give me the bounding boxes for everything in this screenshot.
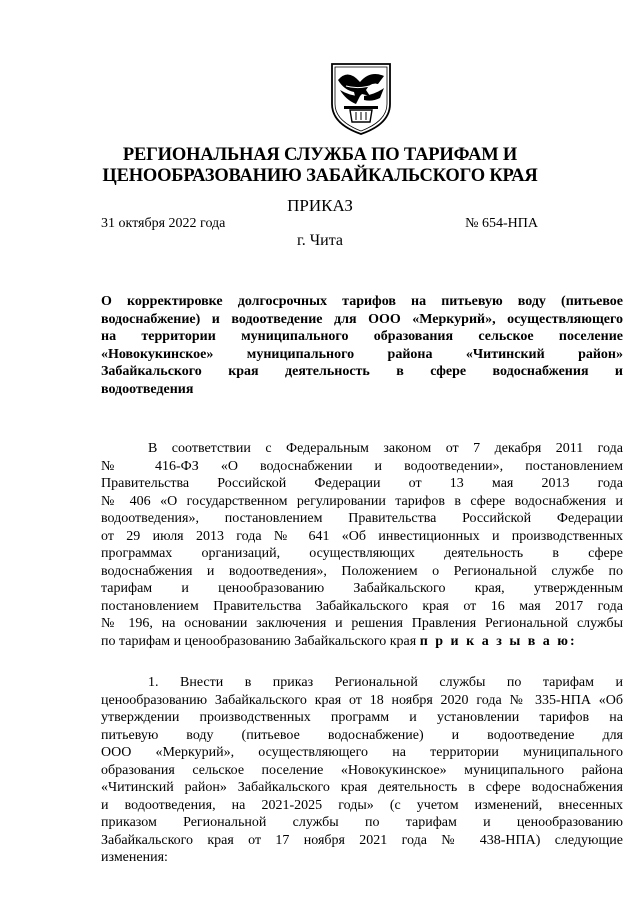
preamble-line: Правительства Российской Федерации от 13 мая 2013 года	[101, 476, 623, 491]
organization-name-line-1: РЕГИОНАЛЬНАЯ СЛУЖБА ПО ТАРИФАМ И	[122, 145, 518, 165]
organization-name-line-2: ЦЕНООБРАЗОВАНИЮ ЗАБАЙКАЛЬСКОГО КРАЯ	[102, 166, 538, 186]
document-city: г. Чита	[296, 232, 343, 249]
order-word: п р и к а з ы в а ю:	[419, 633, 577, 649]
item-line: ценообразованию Забайкальского края от 18 ноября 2020 года № 335-НПА «Об	[101, 692, 623, 708]
preamble-line: В соответствии с Федеральным законом от 7 декабря 2011 года	[148, 441, 623, 456]
preamble-line: водоотведения», постановлением Правительства Российской Федерации	[101, 511, 623, 526]
title-line: О корректировке долгосрочных тарифов на питьевую воду (питьевое	[101, 294, 623, 309]
document-number: № 654-НПА	[465, 216, 538, 231]
title-line: водоснабжение) и водоотведение для ООО «Меркурий», осуществляющего	[101, 311, 623, 327]
item-line: образования сельское поселение «Новокукинское» муниципального района	[101, 762, 623, 778]
coat-of-arms-emblem	[326, 60, 396, 136]
item-line: приказом Региональной службы по тарифам и ценообразованию	[101, 815, 623, 830]
preamble-line: постановлением Правительства Забайкальского края от 16 мая 2017 года	[101, 598, 623, 614]
preamble-line: программах организаций, осуществляющих деятельность в сфере	[101, 546, 623, 561]
item-line: и водоотведения, на 2021-2025 годы» (с учетом изменений, внесенных	[101, 797, 623, 813]
preamble-line: тарифам и ценообразованию Забайкальского края, утвержденным	[101, 581, 623, 596]
item-line: питьевую воду (питьевое водоснабжение) и водоотведение для	[101, 727, 623, 743]
item-line: изменения:	[101, 850, 168, 865]
item-line: «Читинский район» Забайкальского края деятельность в сфере водоснабжения	[101, 780, 623, 795]
preamble-line: от 29 июля 2013 года № 641 «Об инвестиционных и производственных	[101, 528, 623, 544]
preamble-line: № 416-ФЗ «О водоснабжении и водоотведении», постановлением	[101, 458, 623, 474]
item-line: 1. Внести в приказ Региональной службы по тарифам и	[148, 675, 623, 690]
preamble-line: водоснабжения и водоотведения», Положением о Региональной службе по	[101, 563, 623, 579]
preamble-line: № 406 «О государственном регулировании тарифов в сфере водоснабжения и	[101, 493, 623, 509]
item-line: утверждении производственных программ и установлении тарифов на	[101, 710, 623, 725]
title-line: водоотведения	[101, 381, 194, 397]
document-type: ПРИКАЗ	[287, 196, 353, 215]
document-date: 31 октября 2022 года	[101, 216, 226, 231]
title-line: Забайкальского края деятельность в сфере водоснабжения и	[101, 364, 623, 379]
title-line: «Новокукинское» муниципального района «Читинский район»	[101, 346, 623, 362]
title-line: на территории муниципального образования сельское поселение	[101, 329, 623, 344]
preamble-last-line	[101, 633, 623, 650]
preamble-line: № 196, на основании заключения и решения Правления Региональной службы	[101, 616, 623, 631]
preamble-line: по тарифам и ценообразованию Забайкальского края	[101, 633, 417, 649]
item-line: ООО «Меркурий», осуществляющего на территории муниципального	[101, 745, 623, 760]
item-line: Забайкальского края от 17 ноября 2021 года № 438-НПА) следующие	[101, 832, 623, 848]
